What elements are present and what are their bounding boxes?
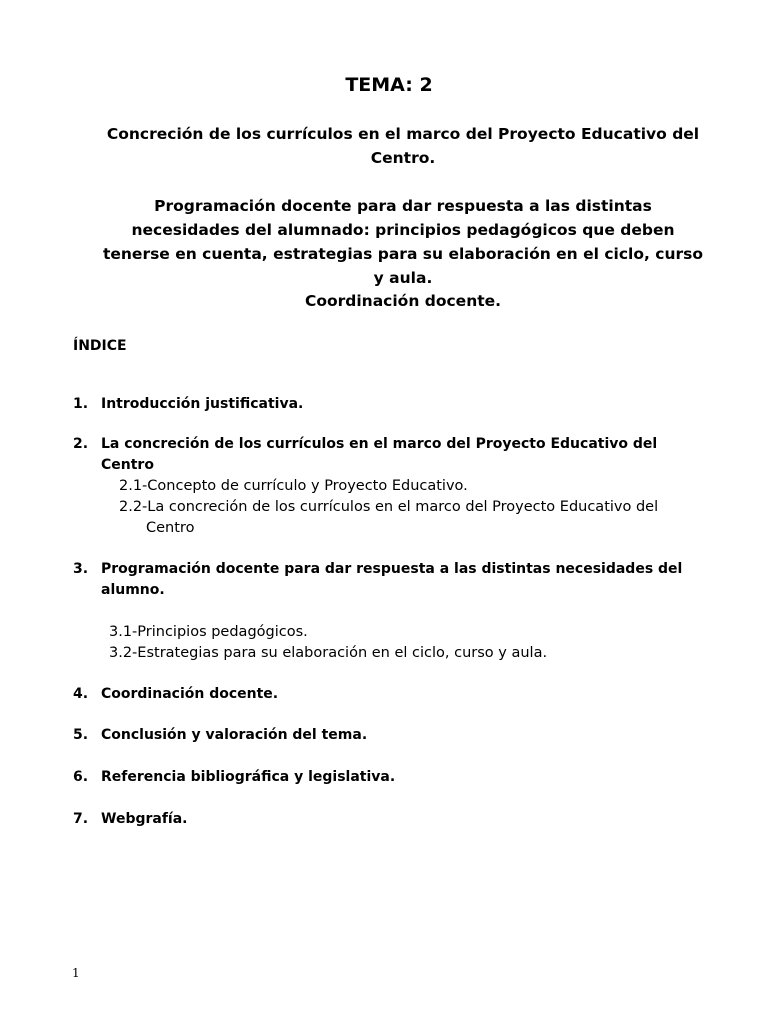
index-heading: ÍNDICE xyxy=(73,338,127,354)
page-number: 1 xyxy=(72,966,80,980)
index-item-text: Introducción justificativa. xyxy=(101,396,304,412)
index-item-text: Conclusión y valoración del tema. xyxy=(101,727,368,743)
index-item-number: 5. xyxy=(73,727,89,743)
index-item-text: Referencia bibliográfica y legislativa. xyxy=(101,769,396,785)
index-item-number: 7. xyxy=(73,811,89,827)
subtitle-curriculum: Concreción de los currículos en el marco del Proyecto Educativo del Centro. xyxy=(106,125,700,167)
index-item-2 xyxy=(73,434,713,476)
index-item-text: Coordinación docente. xyxy=(101,686,279,702)
index-item-4 xyxy=(73,684,713,705)
index-item-number: 2. xyxy=(73,436,89,452)
index-item-text: Webgrafía. xyxy=(101,811,188,827)
subitem-3-2: 3.2-Estrategias para su elaboración en el ciclo, curso y aula. xyxy=(109,645,548,661)
subitem-3-1: 3.1-Principios pedagógicos. xyxy=(109,624,308,640)
index-item-6 xyxy=(73,767,713,788)
index-item-text: La concreción de los currículos en el marco del Proyecto Educativo del Centro xyxy=(101,436,658,473)
subitem-text: 2.2-La concreción de los currículos en el marco del Proyecto Educativo del Centro xyxy=(119,499,659,536)
index-item-text: Programación docente para dar respuesta a las distintas necesidades del alumno. xyxy=(101,561,683,598)
subtitle-coordinacion: Coordinación docente. xyxy=(304,292,502,310)
index-item-3 xyxy=(73,559,713,601)
index-item-5 xyxy=(73,725,713,746)
index-item-number: 6. xyxy=(73,769,89,785)
index-item-number: 1. xyxy=(73,396,89,412)
index-item-1 xyxy=(73,394,713,415)
index-item-7 xyxy=(73,809,713,830)
page-title: TEMA: 2 xyxy=(345,74,433,96)
index-item-number: 3. xyxy=(73,561,89,577)
subtitle-programacion: Programación docente para dar respuesta a las distintas necesidades del alumnado: principios pedagógicos que deben tenerse en cuenta, estrategias para su elaboración en el ciclo, curso y aula. xyxy=(102,197,704,287)
subitem-2-1: 2.1-Concepto de currículo y Proyecto Educativo. xyxy=(119,478,468,494)
index-item-number: 4. xyxy=(73,686,89,702)
subitem-2-2 xyxy=(119,497,679,539)
